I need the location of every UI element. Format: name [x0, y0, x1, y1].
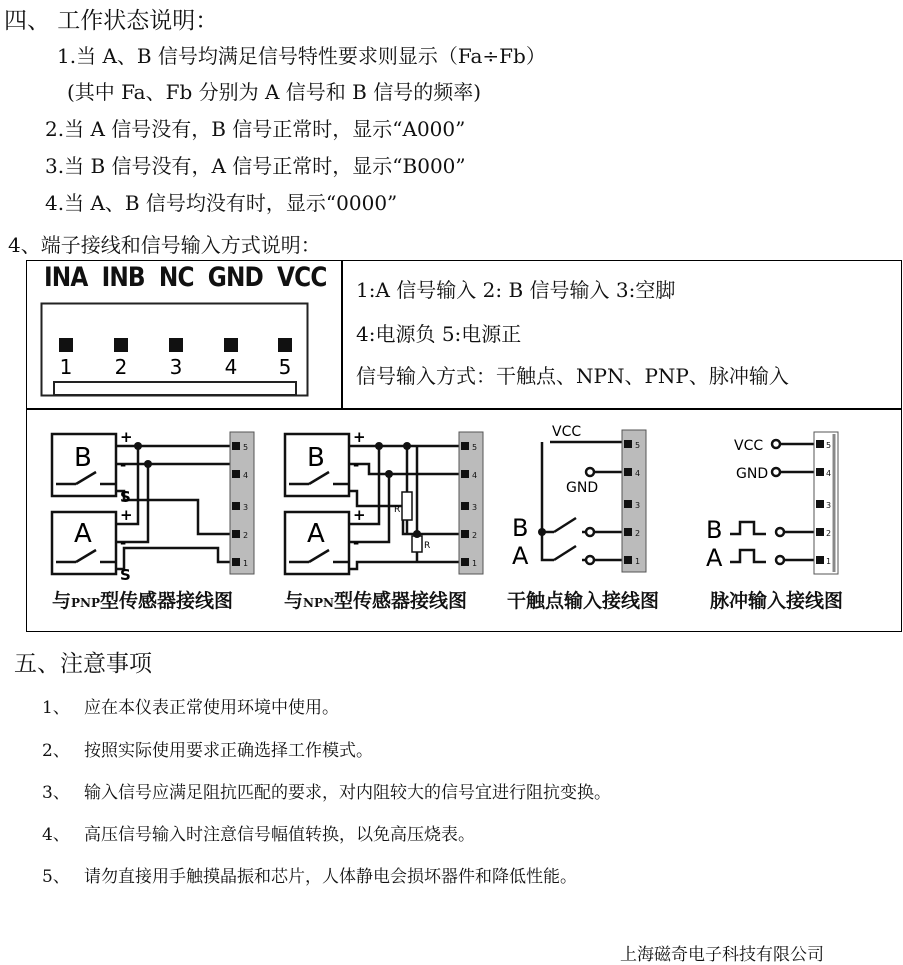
note-text: 高压信号输入时注意信号幅值转换，以免高压烧表。 [84, 825, 475, 845]
npn-caption: 与NPN型传感器接线图 [284, 590, 467, 612]
svg-text:2: 2 [635, 529, 641, 538]
note-number: 1、 [42, 698, 70, 718]
svg-text:5: 5 [472, 443, 478, 452]
svg-text:S: S [120, 566, 131, 584]
terminal-block [40, 302, 310, 398]
svg-text:2: 2 [826, 529, 832, 538]
svg-text:-: - [120, 456, 127, 474]
note-number: 2、 [42, 741, 70, 761]
pin-desc-1: 1:A 信号输入 2: B 信号输入 3:空脚 [356, 278, 676, 302]
terminal-labels [44, 262, 327, 293]
note-text: 应在本仪表正常使用环境中使用。 [84, 698, 339, 718]
note-text: 输入信号应满足阻抗匹配的要求，对内阻较大的信号宜进行阻抗变换。 [84, 783, 611, 803]
svg-text:4: 4 [472, 471, 478, 480]
svg-text:GND: GND [736, 466, 769, 482]
pin-desc-2: 4:电源负 5:电源正 [356, 322, 522, 346]
svg-text:A: A [706, 544, 723, 572]
note-number: 4、 [42, 825, 70, 845]
status-line-3: 3.当 B 信号没有，A 信号正常时，显示“B000” [45, 154, 466, 178]
svg-text:+: + [353, 428, 366, 446]
status-line-1: 1.当 A、B 信号均满足信号特性要求则显示（Fa÷Fb） [57, 44, 546, 68]
svg-text:S: S [120, 488, 131, 506]
wiring-title: 4、端子接线和信号输入方式说明： [8, 233, 321, 257]
svg-text:5: 5 [635, 441, 641, 450]
svg-text:A: A [512, 542, 529, 570]
status-line-4: 4.当 A、B 信号均没有时，显示“0000” [45, 191, 398, 215]
svg-text:4: 4 [243, 471, 249, 480]
pin-number: 3 [169, 355, 183, 379]
svg-text:+: + [353, 506, 366, 524]
svg-text:2: 2 [472, 531, 478, 540]
note-number: 5、 [42, 867, 70, 887]
pulse-wiring-diagram [700, 424, 850, 584]
svg-text:3: 3 [635, 501, 641, 510]
svg-text:VCC: VCC [734, 438, 764, 454]
svg-text:B: B [512, 514, 529, 542]
svg-text:1: 1 [243, 559, 249, 568]
svg-text:+: + [120, 506, 133, 524]
svg-text:3: 3 [243, 503, 249, 512]
svg-text:B: B [307, 443, 325, 473]
pin-1-square [59, 338, 73, 352]
terminal-label-inb: INB [101, 262, 145, 293]
contact-caption: 干触点输入接线图 [507, 590, 660, 612]
terminal-label-vcc: VCC [277, 262, 327, 293]
terminal-label-gnd: GND [207, 262, 263, 293]
table-col-divider [341, 260, 343, 409]
svg-text:3: 3 [826, 501, 832, 510]
svg-text:R: R [424, 541, 431, 551]
svg-text:A: A [307, 519, 325, 549]
note-text: 按照实际使用要求正确选择工作模式。 [84, 741, 373, 761]
terminal-label-ina: INA [44, 262, 88, 293]
svg-text:4: 4 [826, 469, 832, 478]
pin-5-square [278, 338, 292, 352]
svg-text:4: 4 [635, 469, 641, 478]
pnp-caption: 与PNP型传感器接线图 [52, 590, 234, 612]
status-line-2: 2.当 A 信号没有，B 信号正常时，显示“A000” [45, 117, 466, 141]
svg-text:5: 5 [826, 441, 832, 450]
svg-text:1: 1 [635, 557, 641, 566]
svg-text:5: 5 [243, 443, 249, 452]
table-divider [26, 408, 902, 410]
note-text: 请勿直接用手触摸晶振和芯片，人体静电会损坏器件和降低性能。 [84, 867, 577, 887]
pin-number: 4 [224, 355, 238, 379]
sensor-a-label: A [74, 519, 92, 549]
svg-text:2: 2 [243, 531, 249, 540]
note-number: 3、 [42, 783, 70, 803]
svg-text:VCC: VCC [552, 424, 582, 440]
pin-number: 2 [114, 355, 128, 379]
svg-text:GND: GND [566, 480, 599, 496]
svg-text:-: - [353, 534, 360, 552]
npn-wiring-diagram [283, 424, 498, 584]
pulse-caption: 脉冲输入接线图 [710, 590, 844, 612]
svg-text:3: 3 [472, 503, 478, 512]
svg-text:1: 1 [826, 557, 832, 566]
input-modes: 信号输入方式：干触点、NPN、PNP、脉冲输入 [356, 364, 789, 388]
terminal-label-nc: NC [158, 262, 194, 293]
pin-2-square [114, 338, 128, 352]
svg-text:+: + [120, 428, 133, 446]
pin-4-square [224, 338, 238, 352]
svg-text:1: 1 [472, 559, 478, 568]
status-line-note: (其中 Fa、Fb 分别为 A 信号和 B 信号的频率) [67, 80, 482, 104]
section4-title: 四、 工作状态说明： [4, 8, 219, 34]
svg-text:R: R [394, 505, 401, 515]
sensor-b-label: B [74, 443, 92, 473]
pin-3-square [169, 338, 183, 352]
pin-number: 5 [278, 355, 292, 379]
contact-wiring-diagram [510, 422, 660, 582]
company-name: 上海磁奇电子科技有限公司 [620, 945, 824, 965]
section5-title: 五、注意事项 [14, 651, 152, 677]
pnp-wiring-diagram [48, 424, 270, 584]
svg-text:B: B [706, 516, 723, 544]
pin-number: 1 [59, 355, 73, 379]
svg-text:-: - [353, 456, 360, 474]
svg-text:-: - [120, 534, 127, 552]
